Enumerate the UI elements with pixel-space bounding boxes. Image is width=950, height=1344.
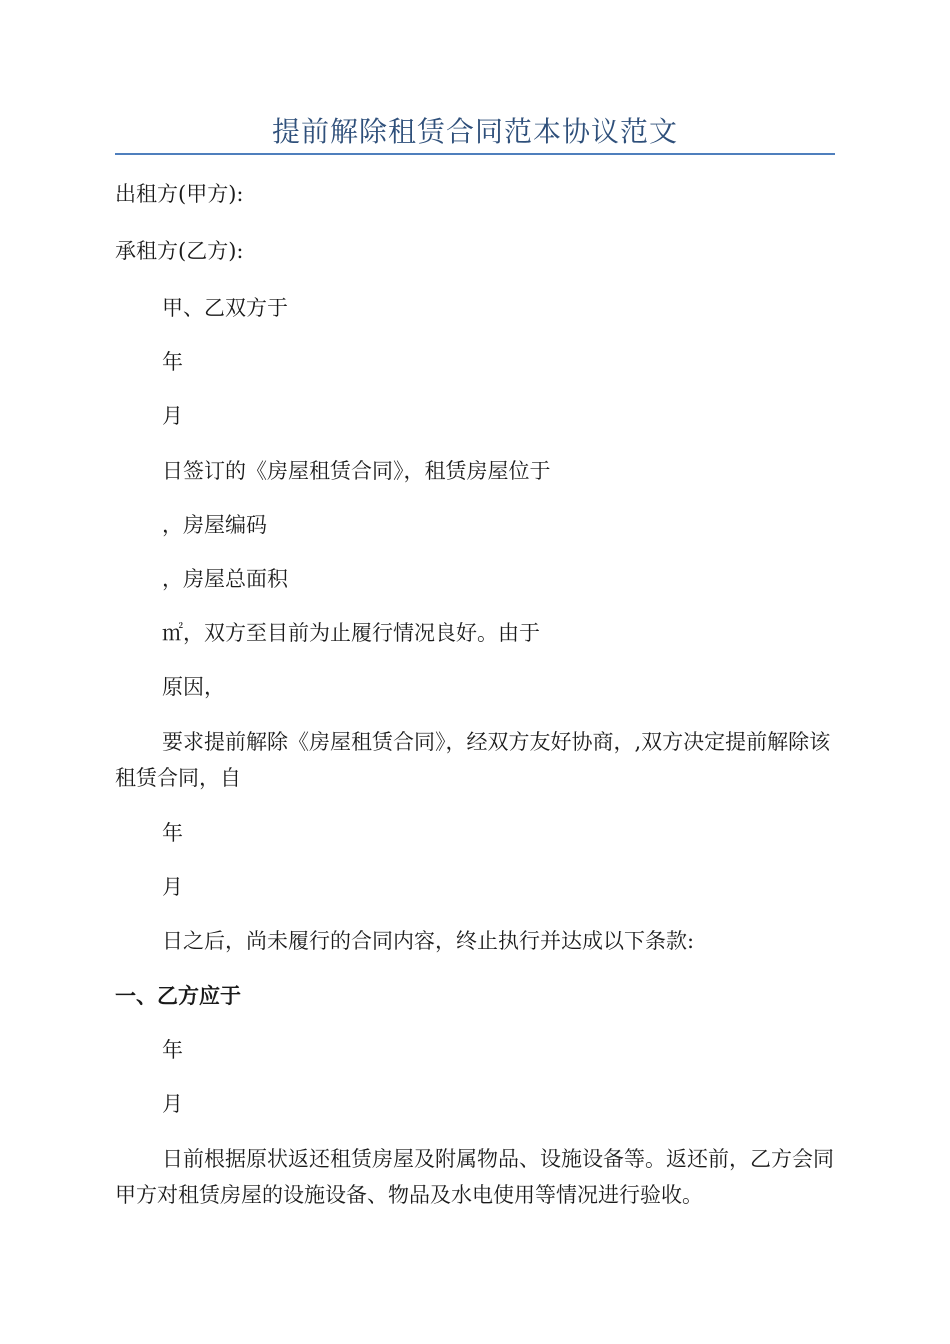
paragraph-line: 原因， bbox=[162, 675, 225, 699]
paragraph-line: 月 bbox=[162, 875, 183, 899]
paragraph-return: 日前根据原状返还租赁房屋及附属物品、设施设备等。返还前，乙方会同甲方对租赁房屋的设施设备、物品及水电使用等情况进行验收。 bbox=[115, 1147, 834, 1207]
paragraph-line: ，房屋编码 bbox=[162, 513, 267, 537]
paragraph-line: 甲、乙双方于 bbox=[162, 296, 288, 320]
lessor-line: 出租方(甲方): bbox=[115, 182, 244, 206]
paragraph-line: 年 bbox=[162, 821, 183, 845]
paragraph-line: ，房屋总面积 bbox=[162, 567, 288, 591]
lessee-line: 承租方(乙方): bbox=[115, 239, 244, 263]
document-title: 提前解除租赁合同范本协议范文 bbox=[271, 115, 678, 148]
paragraph-line: 日签订的《房屋租赁合同》，租赁房屋位于 bbox=[162, 459, 551, 483]
paragraph-line: ㎡，双方至目前为止履行情况良好。由于 bbox=[162, 621, 540, 645]
paragraph-line: 年 bbox=[162, 1038, 183, 1062]
paragraph-line: 月 bbox=[162, 404, 183, 428]
paragraph-line: 日之后，尚未履行的合同内容，终止执行并达成以下条款: bbox=[162, 929, 695, 953]
clause-heading: 一、乙方应于 bbox=[115, 984, 241, 1008]
paragraph-termination: 要求提前解除《房屋租赁合同》，经双方友好协商，,双方决定提前解除该租赁合同，自 bbox=[115, 730, 831, 790]
title-underline bbox=[115, 153, 835, 155]
paragraph-line: 月 bbox=[162, 1092, 183, 1116]
paragraph-line: 年 bbox=[162, 350, 183, 374]
